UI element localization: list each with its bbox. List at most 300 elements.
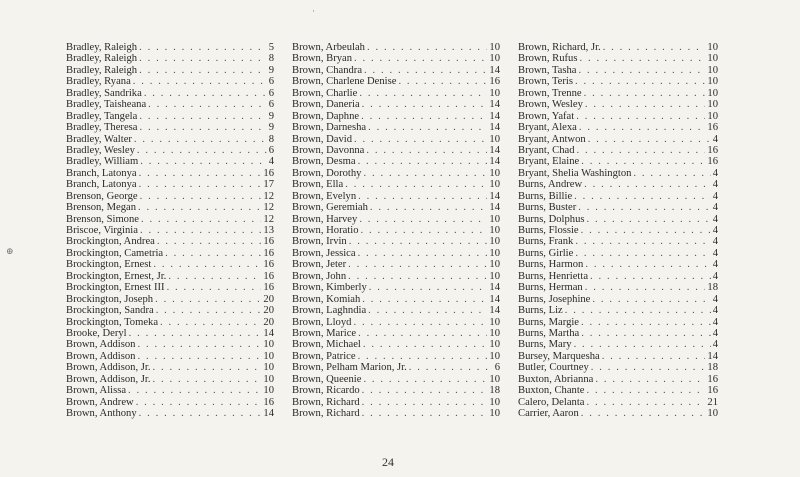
entry-name: Brown, Pelham Marion, Jr. xyxy=(292,362,407,374)
dot-leader xyxy=(139,408,262,419)
entry-name: Brown, Patrice xyxy=(292,350,356,362)
entry-name: Brown, Dorothy xyxy=(292,167,362,179)
entry-page-number: 16 xyxy=(263,282,274,294)
index-entry xyxy=(66,214,274,225)
dot-leader xyxy=(586,397,705,408)
index-entry xyxy=(292,111,500,122)
entry-page-number: 4 xyxy=(712,327,718,339)
entry-name: Brown, Charlie xyxy=(292,87,358,99)
entry-name: Brooke, Deryl xyxy=(66,327,127,339)
dot-leader xyxy=(579,53,705,64)
index-entry xyxy=(292,339,500,350)
dot-leader xyxy=(359,88,487,99)
index-entry xyxy=(518,408,718,419)
dot-leader xyxy=(565,305,711,316)
index-entry xyxy=(66,191,274,202)
index-entry xyxy=(66,179,274,190)
dot-leader xyxy=(575,76,705,87)
entry-name: Brown, Ella xyxy=(292,179,344,191)
entry-page-number: 16 xyxy=(489,76,500,88)
dot-leader xyxy=(591,362,706,373)
index-entry xyxy=(518,225,718,236)
entry-name: Brown, Addison, Jr. xyxy=(66,373,151,385)
binding-hole-mark: ⊕ xyxy=(6,246,14,256)
dot-leader xyxy=(578,202,710,213)
dot-leader xyxy=(581,328,711,339)
entry-page-number: 4 xyxy=(712,293,718,305)
index-entry xyxy=(66,225,274,236)
index-entry xyxy=(66,53,274,64)
entry-page-number: 10 xyxy=(489,213,500,225)
index-entry xyxy=(66,328,274,339)
index-entry xyxy=(292,385,500,396)
dot-leader xyxy=(358,248,488,259)
dot-leader xyxy=(128,385,261,396)
index-entry xyxy=(518,111,718,122)
entry-page-number: 16 xyxy=(707,144,718,156)
entry-name: Burns, Liz xyxy=(518,305,563,317)
entry-name: Brown, John xyxy=(292,270,347,282)
dot-leader xyxy=(361,111,487,122)
entry-name: Brown, Laghndia xyxy=(292,305,367,317)
dot-leader xyxy=(167,282,262,293)
entry-page-number: 16 xyxy=(263,167,274,179)
dot-leader xyxy=(348,259,487,270)
index-entry xyxy=(292,408,500,419)
index-entry xyxy=(518,339,718,350)
entry-name: Brown, Richard, Jr. xyxy=(518,42,601,53)
entry-page-number: 10 xyxy=(707,110,718,122)
index-entry xyxy=(66,248,274,259)
dot-leader xyxy=(409,362,493,373)
index-entry xyxy=(518,88,718,99)
dot-leader xyxy=(585,259,710,270)
entry-name: Brown, Davonna xyxy=(292,144,365,156)
entry-page-number: 10 xyxy=(263,385,274,397)
dot-leader xyxy=(349,236,488,247)
dot-leader xyxy=(602,351,706,362)
entry-page-number: 10 xyxy=(707,408,718,419)
entry-name: Brenson, Simone xyxy=(66,213,139,225)
index-entry xyxy=(292,397,500,408)
dot-leader xyxy=(358,191,487,202)
entry-name: Burns, Girlie xyxy=(518,247,574,259)
entry-name: Bryant, Shelia Washington xyxy=(518,167,632,179)
entry-name: Bradley, Ryana xyxy=(66,76,131,88)
entry-page-number: 10 xyxy=(707,64,718,76)
entry-page-number: 14 xyxy=(489,293,500,305)
entry-page-number: 4 xyxy=(712,202,718,214)
index-entry xyxy=(66,236,274,247)
entry-page-number: 10 xyxy=(489,316,500,328)
entry-name: Bradley, Walter xyxy=(66,133,132,145)
index-entry xyxy=(66,282,274,293)
dot-leader xyxy=(155,294,261,305)
dot-leader xyxy=(134,134,267,145)
dot-leader xyxy=(574,191,711,202)
dot-leader xyxy=(358,328,487,339)
index-entry xyxy=(518,65,718,76)
dot-leader xyxy=(603,42,706,53)
entry-name: Brown, Komiah xyxy=(292,293,361,305)
index-entry xyxy=(66,294,274,305)
entry-page-number: 14 xyxy=(489,144,500,156)
index-entry xyxy=(518,99,718,110)
dot-leader xyxy=(581,317,711,328)
entry-name: Brown, Geremiah xyxy=(292,202,368,214)
entry-page-number: 20 xyxy=(263,316,274,328)
entry-page-number: 4 xyxy=(712,305,718,317)
index-entry xyxy=(518,248,718,259)
entry-name: Brockington, Ernest xyxy=(66,259,152,271)
dot-leader xyxy=(138,202,261,213)
dot-leader xyxy=(595,374,705,385)
entry-page-number: 10 xyxy=(489,408,500,419)
entry-name: Burns, Buster xyxy=(518,202,577,214)
entry-page-number: 14 xyxy=(263,408,274,419)
entry-page-number: 13 xyxy=(263,225,274,236)
index-entry xyxy=(518,76,718,87)
entry-page-number: 4 xyxy=(712,270,718,282)
entry-name: Brown, Lloyd xyxy=(292,316,352,328)
index-entry xyxy=(518,42,718,53)
entry-page-number: 14 xyxy=(489,190,500,202)
dot-leader xyxy=(362,408,488,419)
index-entry xyxy=(66,99,274,110)
index-entry xyxy=(66,317,274,328)
dot-leader xyxy=(129,328,262,339)
entry-name: Bradley, Raleigh xyxy=(66,53,138,65)
entry-name: Bursey, Marquesha xyxy=(518,350,600,362)
dot-leader xyxy=(140,191,262,202)
dot-leader xyxy=(369,282,488,293)
index-entry xyxy=(518,282,718,293)
dot-leader xyxy=(160,317,261,328)
dot-leader xyxy=(133,76,267,87)
entry-page-number: 10 xyxy=(489,350,500,362)
index-entry xyxy=(518,53,718,64)
dot-leader xyxy=(587,214,711,225)
index-entry xyxy=(292,53,500,64)
index-entry xyxy=(66,397,274,408)
index-entry xyxy=(66,42,274,53)
entry-page-number: 4 xyxy=(712,179,718,191)
dot-leader xyxy=(363,339,488,350)
entry-page-number: 21 xyxy=(707,396,718,408)
entry-name: Brown, Wesley xyxy=(518,99,583,111)
index-entry xyxy=(292,282,500,293)
entry-name: Brown, Teris xyxy=(518,76,573,88)
index-entry xyxy=(518,374,718,385)
entry-name: Brockington, Ernest III xyxy=(66,282,165,294)
dot-leader xyxy=(633,168,710,179)
entry-name: Burns, Dolphus xyxy=(518,213,585,225)
dot-leader xyxy=(575,248,710,259)
dot-leader xyxy=(577,145,706,156)
entry-page-number: 14 xyxy=(489,282,500,294)
dot-leader xyxy=(592,294,710,305)
dot-leader xyxy=(585,99,706,110)
entry-name: Burns, Margie xyxy=(518,316,580,328)
dot-leader xyxy=(139,168,262,179)
entry-page-number: 12 xyxy=(263,202,274,214)
entry-name: Bradley, Raleigh xyxy=(66,42,138,53)
entry-name: Bryant, Antwon xyxy=(518,133,586,145)
entry-name: Burns, Herman xyxy=(518,282,583,294)
entry-page-number: 18 xyxy=(707,282,718,294)
dot-leader xyxy=(587,385,706,396)
entry-name: Brockington, Andrea xyxy=(66,236,155,248)
entry-name: Brown, Jeter xyxy=(292,259,347,271)
entry-page-number: 6 xyxy=(268,76,274,88)
entry-name: Brown, David xyxy=(292,133,353,145)
index-entry xyxy=(66,65,274,76)
entry-name: Burns, Harmon xyxy=(518,259,584,271)
dot-leader xyxy=(363,168,487,179)
page-number: 24 xyxy=(382,455,394,469)
index-entry xyxy=(66,76,274,87)
entry-page-number: 5 xyxy=(268,42,274,53)
entry-name: Briscoe, Virginia xyxy=(66,225,138,236)
index-entry xyxy=(292,76,500,87)
dot-leader xyxy=(576,111,705,122)
index-entry xyxy=(292,374,500,385)
dot-leader xyxy=(588,134,711,145)
index-entry xyxy=(518,156,718,167)
index-entry xyxy=(66,362,274,373)
entry-name: Brockington, Ernest, Jr. xyxy=(66,270,167,282)
entry-name: Buxton, Chante xyxy=(518,385,585,397)
entry-name: Buxton, Abrianna xyxy=(518,373,594,385)
entry-name: Brockington, Joseph xyxy=(66,293,154,305)
index-entry xyxy=(66,385,274,396)
dot-leader xyxy=(575,236,710,247)
dot-leader xyxy=(139,111,266,122)
entry-page-number: 10 xyxy=(489,259,500,271)
entry-name: Brown, Alissa xyxy=(66,385,127,397)
entry-name: Burns, Martha xyxy=(518,327,580,339)
entry-name: Brown, Tasha xyxy=(518,64,577,76)
entry-name: Brown, Addison xyxy=(66,350,136,362)
index-entry xyxy=(292,202,500,213)
entry-page-number: 20 xyxy=(263,305,274,317)
index-entry xyxy=(66,156,274,167)
entry-name: Brenson, George xyxy=(66,190,138,202)
entry-name: Bradley, Taisheana xyxy=(66,99,147,111)
entry-page-number: 8 xyxy=(268,53,274,65)
dot-leader xyxy=(353,317,487,328)
entry-page-number: 4 xyxy=(712,316,718,328)
entry-page-number: 16 xyxy=(707,385,718,397)
entry-name: Burns, Andrew xyxy=(518,179,583,191)
dot-leader xyxy=(136,397,262,408)
entry-name: Brown, Marice xyxy=(292,327,357,339)
dot-leader xyxy=(157,236,262,247)
entry-page-number: 10 xyxy=(263,362,274,374)
entry-page-number: 4 xyxy=(712,247,718,259)
index-entry xyxy=(66,339,274,350)
index-entry xyxy=(518,317,718,328)
dot-leader xyxy=(148,99,267,110)
index-column-2 xyxy=(292,42,500,419)
index-entry xyxy=(292,305,500,316)
index-entry xyxy=(518,214,718,225)
entry-name: Branch, Latonya xyxy=(66,179,137,191)
dot-leader xyxy=(363,374,487,385)
dot-leader xyxy=(358,156,488,167)
entry-page-number: 10 xyxy=(489,53,500,65)
dot-leader xyxy=(581,408,706,419)
entry-page-number: 10 xyxy=(489,373,500,385)
entry-name: Burns, Mary xyxy=(518,339,572,351)
entry-page-number: 16 xyxy=(263,247,274,259)
dot-leader xyxy=(581,225,711,236)
dot-leader xyxy=(585,282,706,293)
index-entry xyxy=(292,225,500,236)
entry-page-number: 14 xyxy=(263,327,274,339)
entry-name: Brown, Addison xyxy=(66,339,136,351)
index-entry xyxy=(518,294,718,305)
entry-name: Brown, Desma xyxy=(292,156,356,168)
index-entry xyxy=(66,374,274,385)
entry-name: Brown, Addison, Jr. xyxy=(66,362,151,374)
index-entry xyxy=(292,362,500,373)
index-entry xyxy=(518,191,718,202)
dot-leader xyxy=(368,305,487,316)
dot-leader xyxy=(153,259,261,270)
entry-name: Bradley, Raleigh xyxy=(66,64,138,76)
index-entry xyxy=(292,328,500,339)
entry-page-number: 18 xyxy=(707,362,718,374)
entry-name: Brown, Richard xyxy=(292,408,360,419)
dot-leader xyxy=(367,42,487,53)
index-entry xyxy=(518,385,718,396)
entry-name: Bryant, Alexa xyxy=(518,122,577,134)
dot-leader xyxy=(584,88,706,99)
entry-page-number: 14 xyxy=(489,99,500,111)
entry-name: Bradley, William xyxy=(66,156,139,168)
dot-leader xyxy=(348,271,487,282)
dot-leader xyxy=(139,42,267,53)
entry-name: Brockington, Sandra xyxy=(66,305,154,317)
entry-page-number: 14 xyxy=(707,350,718,362)
index-entry xyxy=(292,179,500,190)
entry-page-number: 10 xyxy=(707,42,718,53)
dot-leader xyxy=(139,179,262,190)
index-entry xyxy=(292,42,500,53)
entry-name: Brown, Evelyn xyxy=(292,190,357,202)
entry-name: Brown, Jessica xyxy=(292,247,356,259)
entry-page-number: 10 xyxy=(489,270,500,282)
index-entry xyxy=(66,408,274,419)
entry-page-number: 4 xyxy=(712,225,718,236)
entry-name: Brown, Daphne xyxy=(292,110,360,122)
entry-name: Burns, Flossie xyxy=(518,225,579,236)
entry-page-number: 10 xyxy=(489,133,500,145)
entry-page-number: 6 xyxy=(268,87,274,99)
entry-page-number: 4 xyxy=(712,190,718,202)
entry-page-number: 4 xyxy=(712,236,718,248)
index-entry xyxy=(518,271,718,282)
index-entry xyxy=(518,305,718,316)
entry-page-number: 10 xyxy=(489,339,500,351)
index-entry xyxy=(66,351,274,362)
entry-page-number: 16 xyxy=(263,396,274,408)
entry-name: Brown, Bryan xyxy=(292,53,353,65)
entry-name: Brenson, Megan xyxy=(66,202,137,214)
index-entry xyxy=(66,145,274,156)
entry-name: Bradley, Theresa xyxy=(66,122,138,134)
entry-page-number: 16 xyxy=(263,270,274,282)
entry-name: Burns, Frank xyxy=(518,236,574,248)
entry-name: Burns, Henrietta xyxy=(518,270,589,282)
index-entry xyxy=(518,259,718,270)
entry-page-number: 10 xyxy=(263,339,274,351)
dot-leader xyxy=(354,134,487,145)
entry-name: Brown, Charlene Denise xyxy=(292,76,397,88)
entry-name: Brown, Andrew xyxy=(66,396,134,408)
index-entry xyxy=(292,168,500,179)
index-entry xyxy=(518,202,718,213)
entry-page-number: 14 xyxy=(489,122,500,134)
index-entry xyxy=(292,214,500,225)
dot-leader xyxy=(579,122,706,133)
dot-leader xyxy=(364,65,487,76)
index-column-3 xyxy=(518,42,718,419)
entry-page-number: 10 xyxy=(489,167,500,179)
index-entry xyxy=(66,259,274,270)
entry-name: Brown, Rufus xyxy=(518,53,578,65)
entry-page-number: 10 xyxy=(489,42,500,53)
entry-page-number: 10 xyxy=(707,87,718,99)
entry-page-number: 8 xyxy=(268,133,274,145)
dot-leader xyxy=(574,339,711,350)
entry-page-number: 14 xyxy=(489,110,500,122)
index-entry xyxy=(292,236,500,247)
dot-leader xyxy=(362,397,488,408)
dot-leader xyxy=(152,362,261,373)
index-entry xyxy=(66,168,274,179)
dot-leader xyxy=(362,99,488,110)
index-column-1 xyxy=(66,42,274,419)
dot-leader xyxy=(140,225,261,236)
entry-page-number: 10 xyxy=(707,76,718,88)
entry-page-number: 10 xyxy=(489,179,500,191)
dot-leader xyxy=(156,305,262,316)
entry-page-number: 4 xyxy=(712,339,718,351)
dot-leader xyxy=(368,122,487,133)
entry-page-number: 12 xyxy=(263,213,274,225)
entry-name: Brown, Michael xyxy=(292,339,361,351)
entry-page-number: 10 xyxy=(489,327,500,339)
dot-leader xyxy=(140,156,266,167)
entry-name: Carrier, Aaron xyxy=(518,408,579,419)
dot-leader xyxy=(358,351,488,362)
entry-page-number: 20 xyxy=(263,293,274,305)
index-entry xyxy=(292,134,500,145)
entry-name: Branch, Latonya xyxy=(66,167,137,179)
entry-page-number: 12 xyxy=(263,190,274,202)
index-entry xyxy=(292,65,500,76)
index-entry xyxy=(292,156,500,167)
entry-name: Brown, Queenie xyxy=(292,373,362,385)
index-entry xyxy=(518,236,718,247)
index-entry xyxy=(66,202,274,213)
entry-page-number: 4 xyxy=(712,259,718,271)
index-entry xyxy=(292,99,500,110)
dot-leader xyxy=(359,214,487,225)
entry-page-number: 14 xyxy=(489,156,500,168)
